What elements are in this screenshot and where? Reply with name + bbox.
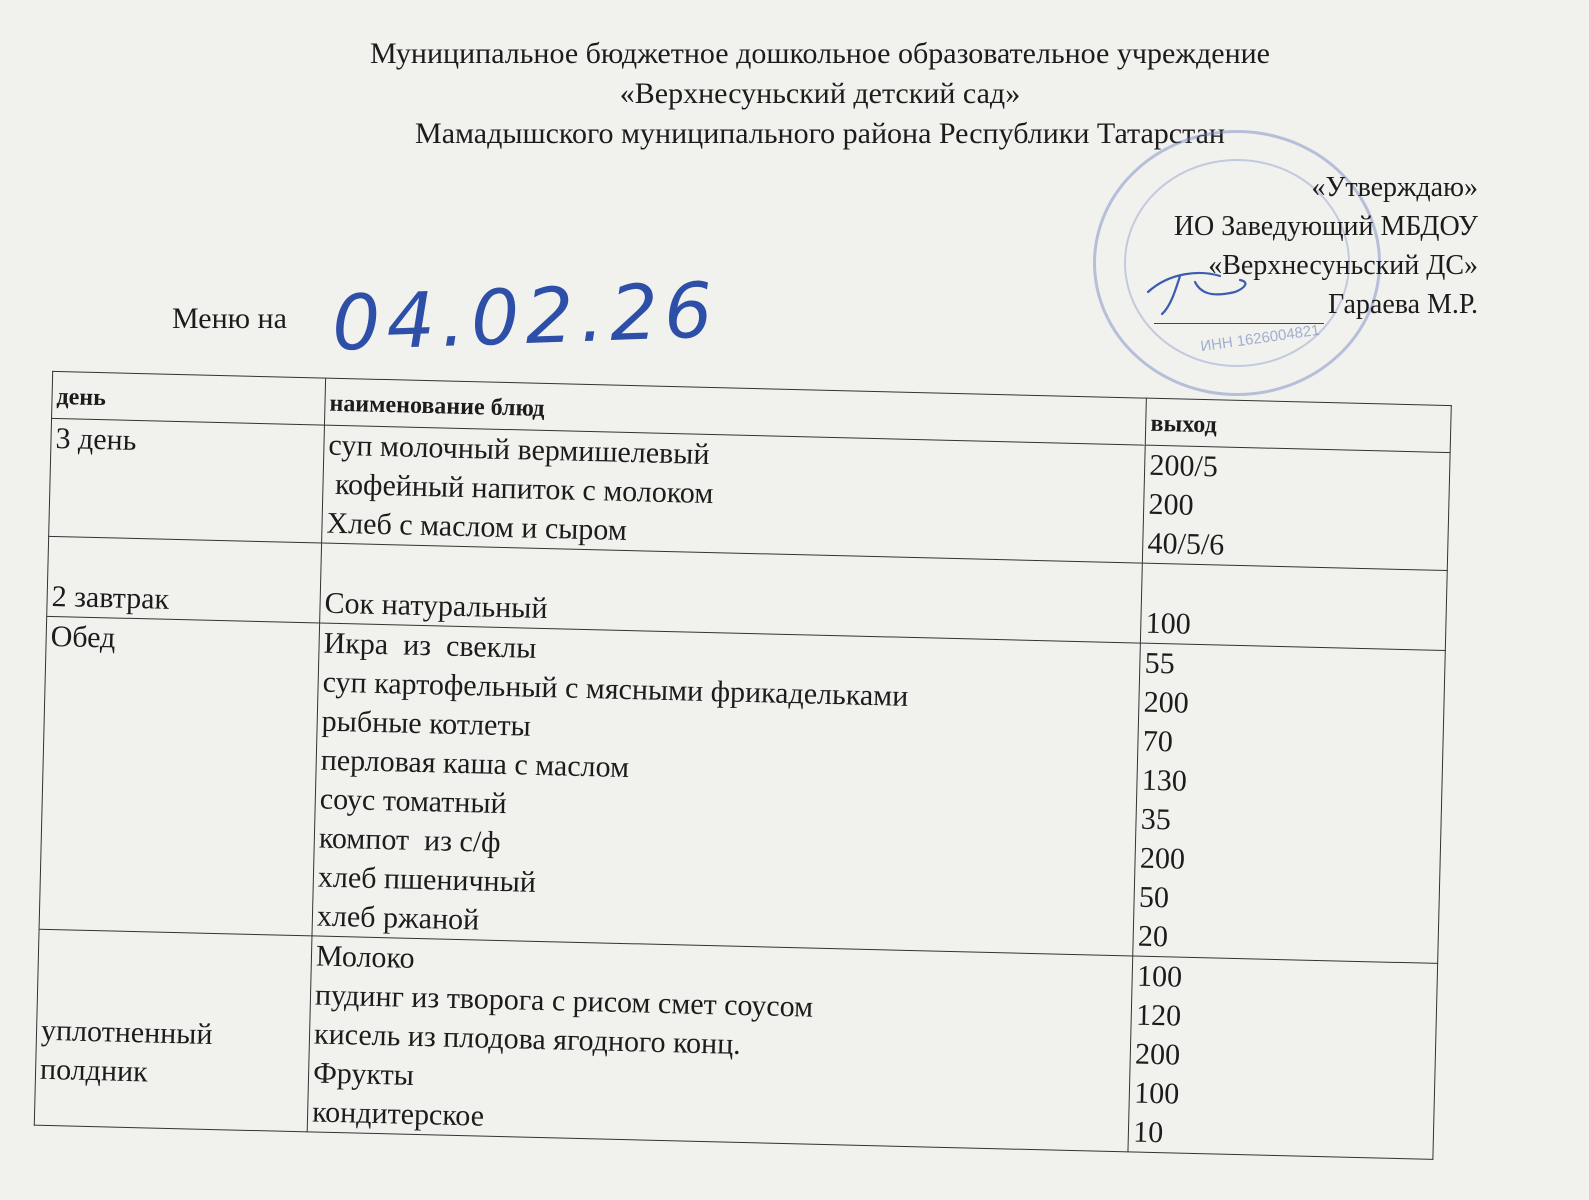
output-item: 120: [1135, 998, 1182, 1033]
stamp-inn-text: ИНН 1626004821: [1199, 321, 1321, 356]
output-item: 200: [1134, 1037, 1181, 1072]
menu-label: Меню на: [172, 302, 287, 335]
dish-item: перловая каша с маслом: [320, 743, 630, 785]
dish-item: хлеб пшеничный: [317, 860, 537, 899]
output-cell: [1133, 643, 1445, 963]
output-item: 35: [1140, 802, 1172, 837]
output-item: 50: [1138, 880, 1170, 915]
approval-position: ИО Заведующий МБДОУ: [1173, 211, 1478, 242]
header-line-1: Муниципальное бюджетное дошкольное образовательное учреждение: [370, 37, 1270, 70]
institution-header: [0, 34, 1589, 154]
output-cell: [1143, 445, 1450, 570]
dish-item: хлеб ржаной: [316, 899, 480, 937]
output-item: 70: [1142, 724, 1174, 759]
dish-item: кондитерское: [311, 1095, 485, 1133]
output-item: 55: [1144, 646, 1176, 681]
day-cell: [34, 929, 312, 1132]
handwritten-signature: [1140, 262, 1260, 322]
dish-item: Фрукты: [312, 1056, 415, 1092]
output-item: 10: [1132, 1115, 1164, 1150]
dish-item: пудинг из творога с рисом смет соусом: [314, 978, 814, 1024]
dish-item: соус томатный: [319, 782, 508, 821]
table-row-afternoon-snack: [34, 929, 1437, 1159]
output-item: 20: [1137, 919, 1169, 954]
dish-item: рыбные котлеты: [321, 704, 532, 743]
dish-cell: [312, 623, 1141, 956]
output-item: 200: [1148, 487, 1194, 522]
output-cell: [1141, 563, 1448, 650]
output-item: 200/5: [1149, 448, 1219, 484]
column-header-day: день: [52, 371, 326, 425]
day-label-line-2: полдник: [39, 1052, 149, 1089]
day-cell: 3 день: [49, 418, 325, 543]
output-item: 100: [1133, 1076, 1180, 1111]
column-header-dish: наименование блюд: [325, 378, 1147, 445]
day-cell: Обед: [39, 616, 320, 936]
dish-item: кофейный напиток с молоком: [327, 467, 714, 511]
output-item: 200: [1143, 685, 1190, 720]
output-item: 130: [1141, 763, 1188, 798]
header-line-2: «Верхнесуньский детский сад»: [619, 77, 1021, 110]
dish-item: Молоко: [315, 939, 415, 975]
day-cell: 2 завтрак: [47, 536, 322, 623]
dish-item: Икра из свеклы: [323, 626, 537, 665]
output-item: 100: [1136, 959, 1183, 994]
approval-title: «Утверждаю»: [1311, 172, 1478, 203]
header-line-3: Мамадышского муниципального района Республики Татарстан: [415, 117, 1225, 150]
approver-name: Гараева М.Р.: [1327, 289, 1478, 320]
output-cell: [1128, 956, 1437, 1159]
menu-table: [34, 371, 1452, 1160]
output-item: 100: [1145, 606, 1192, 641]
day-label-line-1: уплотненный: [40, 1013, 213, 1052]
table-row-lunch: [39, 616, 1445, 963]
output-item: 200: [1139, 841, 1186, 876]
dish-item: суп картофельный с мясными фрикадельками: [322, 665, 909, 713]
output-item: 40/5/6: [1147, 526, 1225, 562]
column-header-output: выход: [1146, 398, 1452, 452]
menu-date: 04.02.26: [330, 265, 720, 368]
dish-item: компот из с/ф: [318, 821, 502, 859]
dish-item: Сок натуральный: [324, 586, 548, 626]
dish-item: кисель из плодова ягодного конц.: [313, 1017, 742, 1061]
dish-cell: [322, 425, 1146, 563]
dish-item: Хлеб с маслом и сыром: [326, 506, 628, 547]
dish-item: суп молочный вермишелевый: [328, 428, 710, 471]
approval-organization: «Верхнесуньский ДС»: [1208, 250, 1478, 281]
dish-cell: [307, 936, 1133, 1152]
